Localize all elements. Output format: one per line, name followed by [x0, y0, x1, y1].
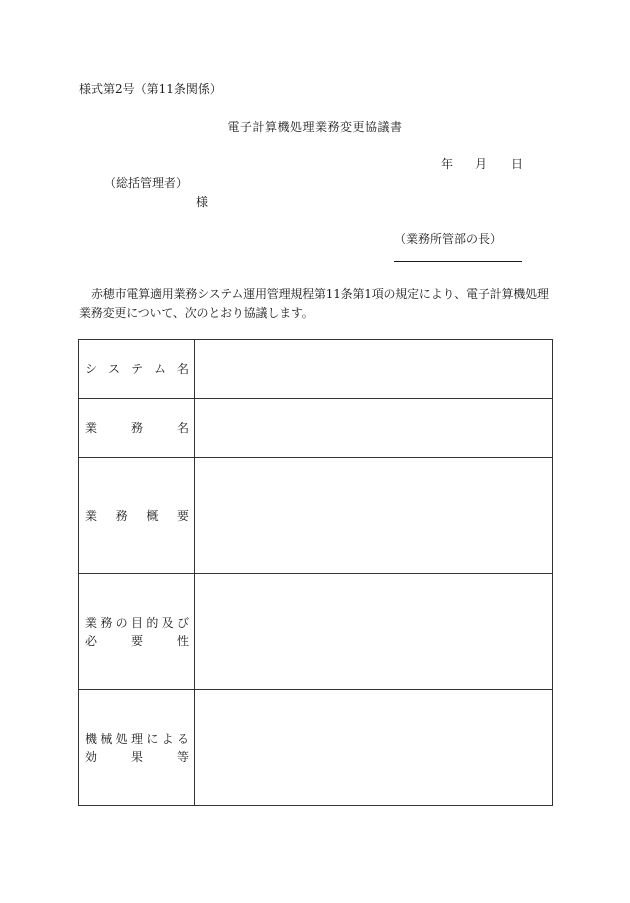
table-row-effects	[79, 690, 553, 806]
label-char: 務	[130, 421, 143, 435]
form-table	[78, 339, 553, 806]
label-char: テ	[130, 362, 143, 376]
label-char: ス	[107, 362, 120, 376]
label-char: 性	[176, 633, 189, 648]
label-char: 理	[130, 731, 143, 746]
label-char: 果	[130, 749, 143, 764]
table-row-system-name	[79, 340, 553, 399]
value-business-overview[interactable]	[195, 458, 553, 574]
date-day-label: 日	[511, 157, 524, 171]
label-char: 及	[161, 615, 174, 630]
label-business-overview	[79, 458, 195, 574]
label-char: 必	[85, 633, 98, 648]
label-char: よ	[161, 731, 174, 746]
value-business-name[interactable]	[195, 399, 553, 458]
label-char: る	[176, 731, 189, 746]
label-char: 処	[115, 731, 128, 746]
label-char: シ	[85, 362, 98, 376]
label-char: 効	[85, 749, 98, 764]
recipient-honorific: 様	[196, 195, 209, 209]
label-char: 務	[100, 615, 113, 630]
label-char: 概	[146, 508, 159, 523]
label-char: の	[115, 615, 128, 630]
form-number: 様式第2号（第11条関係）	[79, 82, 222, 96]
label-char: 目	[130, 615, 143, 630]
label-char: 名	[176, 421, 189, 435]
date-year-label: 年	[441, 157, 454, 171]
label-char: び	[176, 615, 189, 630]
label-char: に	[146, 731, 159, 746]
table-row-business-name	[79, 399, 553, 458]
date-line	[441, 155, 523, 172]
document-title: 電子計算機処理業務変更協議書	[227, 120, 403, 134]
label-purpose-necessity	[79, 574, 195, 690]
label-char: 業	[85, 421, 98, 435]
sender-title: （業務所管部の長）	[394, 232, 503, 246]
label-char: 業	[85, 508, 98, 523]
label-effects	[79, 690, 195, 806]
label-char: 等	[176, 749, 189, 764]
label-char: 業	[85, 615, 98, 630]
value-effects[interactable]	[195, 690, 553, 806]
table-row-purpose-necessity	[79, 574, 553, 690]
label-business-name	[79, 399, 195, 458]
table-row-business-overview	[79, 458, 553, 574]
body-text: 赤穂市電算適用業務システム運用管理規程第11条第1項の規定により、電子計算機処理業務変更について、次のとおり協議します。	[79, 287, 549, 320]
value-purpose-necessity[interactable]	[195, 574, 553, 690]
label-char: ム	[153, 362, 166, 376]
recipient-title: （総括管理者）	[104, 176, 189, 190]
label-char: 機	[85, 731, 98, 746]
label-char: 要	[130, 633, 143, 648]
date-month-label: 月	[475, 157, 488, 171]
value-system-name[interactable]	[195, 340, 553, 399]
signature-line	[394, 261, 522, 262]
label-char: 務	[115, 508, 128, 523]
label-system-name	[79, 340, 195, 399]
label-char: 械	[100, 731, 113, 746]
label-char: 的	[146, 615, 159, 630]
label-char: 要	[176, 508, 189, 523]
label-char: 名	[176, 362, 189, 376]
